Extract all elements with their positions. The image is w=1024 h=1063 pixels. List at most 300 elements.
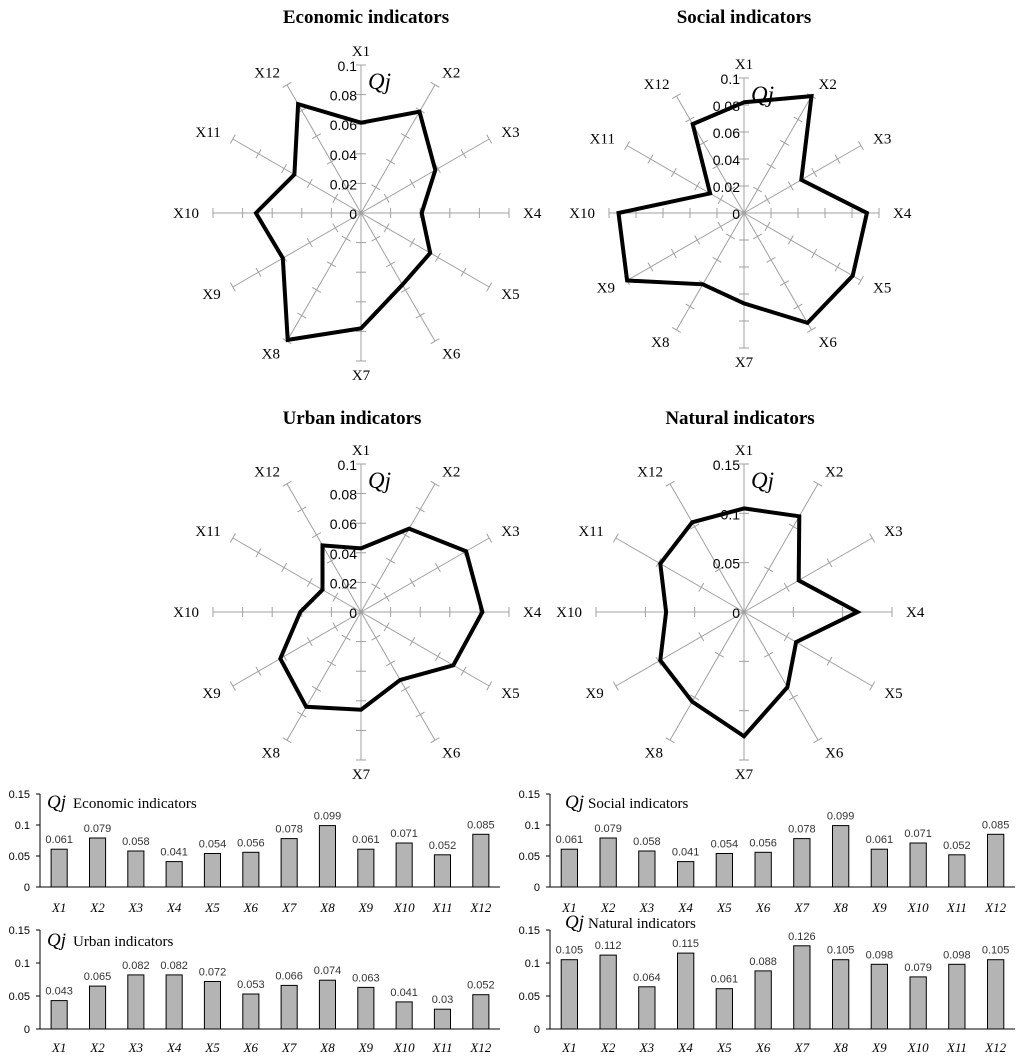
- radar-tick-mark: [327, 661, 336, 666]
- radar-tick-mark: [333, 194, 338, 203]
- bar: [358, 987, 374, 1029]
- bar-category-label: X3: [128, 900, 144, 915]
- bar-value-label: 0.053: [237, 979, 265, 992]
- bar-category-label: X3: [639, 900, 655, 915]
- radar-tick-mark: [870, 534, 875, 543]
- bar: [910, 843, 926, 887]
- radar-spoke: [287, 213, 361, 341]
- bar: [90, 838, 106, 887]
- bar-value-label: 0.112: [594, 940, 622, 953]
- bar: [319, 826, 335, 887]
- radar-tick-mark: [384, 593, 389, 602]
- radar-axis-label: X1: [351, 44, 371, 60]
- radar-tick-mark: [386, 558, 395, 563]
- radar-tick-mark: [648, 155, 653, 164]
- radar-tick-label: 0: [732, 206, 740, 222]
- radar-tick-mark: [487, 135, 492, 144]
- bar-value-label: 0.099: [313, 810, 342, 823]
- bar-category-label: X8: [833, 900, 848, 915]
- radar-tick-label: 0.08: [329, 486, 357, 503]
- radar-tick-mark: [256, 548, 261, 557]
- radar-tick-mark: [230, 682, 235, 691]
- bar-y-tick-label: 0: [23, 1024, 30, 1036]
- bar-chart-4: [519, 912, 1015, 1055]
- radar-tick-mark: [431, 82, 440, 87]
- bar-value-label: 0.041: [160, 846, 188, 859]
- radar-axis-label: X7: [351, 767, 371, 783]
- bar-category-label: X2: [90, 900, 105, 915]
- radar-tick-mark: [487, 682, 492, 691]
- bar-value-label: 0.058: [122, 836, 150, 849]
- radar-tick-mark: [699, 583, 704, 592]
- bar-chart-3: [9, 925, 500, 1055]
- bar-value-label: 0.126: [788, 930, 816, 943]
- radar-axis-label: X6: [825, 745, 844, 762]
- radar-tick-mark: [410, 578, 415, 587]
- radar-axis-label: X11: [195, 125, 221, 141]
- radar-spoke: [744, 213, 861, 281]
- radar-tick-mark: [753, 234, 762, 239]
- bar-category-label: X9: [358, 1040, 374, 1055]
- radar-tick-mark: [307, 637, 312, 646]
- bar: [434, 855, 450, 887]
- radar-spoke: [627, 213, 744, 281]
- radar-tick-mark: [333, 622, 338, 631]
- radar-axis-label: X10: [569, 206, 595, 222]
- bar: [600, 838, 616, 887]
- bar: [319, 980, 335, 1029]
- bar: [434, 1009, 450, 1029]
- bar: [281, 985, 297, 1029]
- radar-tick-mark: [401, 134, 410, 139]
- bar: [473, 995, 489, 1029]
- radar-tick-mark: [835, 263, 840, 272]
- bar-category-label: X1: [562, 900, 577, 915]
- bar-title: Natural indicators: [588, 916, 696, 932]
- bar-y-tick-label: 0.15: [8, 925, 30, 937]
- bar-value-label: 0.105: [555, 944, 584, 957]
- radar-tick-mark: [307, 179, 312, 188]
- radar-tick-mark: [718, 222, 723, 231]
- radar-tick-mark: [384, 223, 389, 232]
- radar-axis-label: X6: [442, 745, 461, 762]
- radar-tick-mark: [870, 682, 875, 691]
- radar-axis-label: X7: [734, 355, 754, 371]
- bar-q-label: Qj: [565, 792, 584, 813]
- bar: [90, 986, 106, 1029]
- radar-axis-label: X3: [501, 524, 520, 540]
- bar-category-label: X3: [128, 1040, 144, 1055]
- radar-spoke: [361, 484, 435, 612]
- bar-value-label: 0.058: [633, 836, 661, 849]
- radar-tick-label: 0.02: [329, 575, 357, 592]
- bar-value-label: 0.105: [981, 944, 1010, 957]
- bar-category-label: X12: [985, 900, 1007, 915]
- radar-tick-mark: [386, 262, 395, 267]
- radar-axis-label: X2: [818, 76, 837, 93]
- radar-spoke: [287, 612, 361, 740]
- radar-tick-mark: [312, 134, 321, 139]
- bar: [871, 849, 887, 887]
- radar-axis-label: X7: [351, 368, 371, 384]
- radar-axis-label: X3: [873, 131, 892, 148]
- radar-spoke: [677, 213, 745, 330]
- bar-category-label: X1: [51, 900, 67, 915]
- radar-axis-label: X6: [818, 335, 837, 352]
- bar-y-tick-label: 0.15: [518, 925, 540, 937]
- radar-axis-label: X9: [596, 280, 615, 297]
- radar-tick-mark: [297, 313, 306, 318]
- bar-y-tick-label: 0.1: [524, 958, 540, 970]
- radar-tick-mark: [283, 82, 292, 87]
- radar-spoke: [744, 612, 872, 686]
- bar-value-label: 0.071: [390, 827, 418, 840]
- radar-tick-mark: [812, 168, 817, 177]
- bar: [639, 987, 655, 1029]
- radar-tick-mark: [401, 686, 410, 691]
- bar-value-label: 0.085: [981, 819, 1010, 832]
- bar-value-label: 0.052: [943, 839, 971, 852]
- radar-tick-mark: [435, 563, 440, 572]
- bar-category-label: X1: [51, 1040, 67, 1055]
- radar-tick-label: 0.06: [329, 516, 357, 533]
- radar-tick-mark: [718, 195, 723, 204]
- radar-axis-label: X11: [589, 131, 615, 148]
- radar-tick-mark: [461, 149, 466, 158]
- radar-axis-label: X8: [261, 745, 280, 762]
- bar-category-label: X7: [281, 1040, 297, 1055]
- bar: [204, 982, 220, 1030]
- radar-axis-label: X1: [351, 443, 371, 459]
- bar: [833, 826, 849, 887]
- radar-tick-label: 0.06: [712, 125, 740, 141]
- bar: [281, 839, 297, 887]
- radar-tick-mark: [765, 195, 770, 204]
- radar-tick-label: 0.02: [329, 176, 357, 193]
- radar-tick-mark: [625, 141, 630, 150]
- radar-tick-mark: [371, 584, 380, 589]
- bar-value-label: 0.043: [45, 985, 73, 998]
- bar-value-label: 0.079: [904, 961, 932, 974]
- radar-tick-mark: [312, 287, 321, 292]
- bar-y-tick-label: 0.15: [518, 789, 540, 801]
- radar-tick-mark: [753, 187, 762, 192]
- bar-category-label: X11: [432, 900, 453, 915]
- bar-y-tick-label: 0.05: [8, 851, 30, 863]
- radar-tick-mark: [416, 712, 425, 717]
- radar-tick-mark: [807, 327, 816, 332]
- bar-value-label: 0.065: [83, 971, 112, 984]
- bar: [473, 834, 489, 887]
- radar-title: Natural indicators: [665, 408, 815, 429]
- bar: [561, 960, 577, 1029]
- radar-chart-4: [556, 408, 925, 783]
- bar-value-label: 0.054: [710, 838, 739, 851]
- bar-chart-2: [519, 789, 1015, 915]
- radar-tick-mark: [431, 738, 440, 743]
- radar-tick-mark: [835, 155, 840, 164]
- radar-tick-mark: [230, 135, 235, 144]
- radar-tick-mark: [765, 222, 770, 231]
- radar-series-line: [280, 529, 482, 710]
- radar-tick-mark: [230, 534, 235, 543]
- bar-value-label: 0.082: [122, 959, 150, 972]
- radar-tick-mark: [256, 149, 261, 158]
- radar-axis-label: X10: [173, 605, 199, 621]
- radar-axis-label: X10: [556, 605, 582, 621]
- bar-category-label: X5: [205, 900, 220, 915]
- bar-category-label: X5: [205, 1040, 220, 1055]
- radar-tick-mark: [686, 304, 695, 309]
- radar-spoke: [744, 538, 872, 612]
- bar: [755, 852, 771, 887]
- radar-tick-mark: [789, 524, 798, 529]
- bar-value-label: 0.098: [865, 949, 894, 962]
- bar: [51, 849, 67, 887]
- radar-axis-label: X12: [637, 464, 663, 481]
- radar-series-line: [660, 508, 857, 736]
- radar-spoke: [670, 612, 744, 740]
- radar-q-label: Qj: [751, 468, 774, 493]
- radar-tick-mark: [371, 236, 380, 241]
- bar: [358, 849, 374, 887]
- radar-tick-label: 0: [732, 605, 740, 621]
- bar-title: Urban indicators: [73, 934, 174, 950]
- bar-y-tick-label: 0.05: [8, 991, 30, 1003]
- radar-tick-mark: [780, 140, 789, 145]
- bar-value-label: 0.066: [275, 970, 303, 983]
- bar: [51, 1001, 67, 1029]
- radar-tick-mark: [695, 236, 700, 245]
- radar-tick-mark: [780, 281, 789, 286]
- bar-value-label: 0.061: [352, 834, 380, 847]
- radar-tick-mark: [371, 635, 380, 640]
- radar-chart-3: [173, 408, 542, 783]
- radar-tick-mark: [686, 117, 695, 122]
- radar-tick-mark: [333, 223, 338, 232]
- radar-tick-mark: [788, 182, 793, 191]
- bar-value-label: 0.056: [749, 837, 777, 850]
- radar-axis-label: X4: [893, 206, 912, 222]
- bar-value-label: 0.03: [431, 994, 454, 1007]
- radar-spoke: [616, 612, 744, 686]
- radar-axis-label: X2: [825, 464, 844, 481]
- radar-tick-mark: [487, 534, 492, 543]
- radar-tick-label: 0: [349, 206, 357, 222]
- bar-category-label: X2: [600, 900, 616, 915]
- bar-category-label: X10: [907, 900, 929, 915]
- radar-axis-label: X4: [906, 605, 925, 621]
- radar-tick-label: 0.1: [720, 506, 740, 523]
- radar-axis-label: X7: [734, 767, 754, 783]
- radar-tick-mark: [794, 117, 803, 122]
- radar-axis-label: X1: [734, 443, 754, 459]
- bar-value-label: 0.063: [352, 972, 380, 985]
- radar-tick-mark: [784, 632, 789, 641]
- radar-axis-label: X4: [523, 206, 542, 222]
- radar-title: Economic indicators: [282, 7, 450, 28]
- bar: [639, 851, 655, 887]
- radar-tick-mark: [671, 168, 676, 177]
- bar-category-label: X3: [639, 1040, 655, 1055]
- radar-tick-mark: [401, 287, 410, 292]
- radar-axis-label: X5: [501, 686, 520, 702]
- radar-axis-label: X10: [173, 206, 199, 222]
- radar-tick-mark: [342, 236, 351, 241]
- bar-category-label: X8: [320, 900, 335, 915]
- radar-q-label: Qj: [751, 82, 774, 107]
- bar: [166, 862, 182, 887]
- radar-tick-label: 0.06: [329, 117, 357, 134]
- bar-category-label: X7: [794, 900, 810, 915]
- bar-value-label: 0.061: [45, 834, 73, 847]
- bar-y-tick-label: 0: [533, 882, 540, 894]
- radar-tick-mark: [435, 652, 440, 661]
- bar: [561, 849, 577, 887]
- radar-axis-label: X12: [643, 76, 670, 93]
- radar-axis-label: X12: [254, 65, 280, 82]
- radar-tick-label: 0.04: [329, 146, 357, 163]
- bar-value-label: 0.056: [237, 837, 265, 850]
- bar: [128, 851, 144, 887]
- radar-tick-label: 0.08: [329, 87, 357, 104]
- radar-tick-mark: [431, 481, 440, 486]
- radar-tick-mark: [613, 534, 618, 543]
- radar-tick-mark: [431, 339, 440, 344]
- radar-tick-mark: [764, 567, 773, 572]
- bar: [833, 960, 849, 1029]
- bar: [949, 964, 965, 1029]
- bar: [243, 852, 259, 887]
- radar-tick-mark: [767, 257, 776, 262]
- radar-spoke: [616, 538, 744, 612]
- bar-category-label: X11: [946, 1040, 967, 1055]
- bar: [871, 964, 887, 1029]
- radar-tick-mark: [230, 283, 235, 292]
- radar-tick-mark: [384, 622, 389, 631]
- bar-value-label: 0.079: [83, 823, 112, 836]
- bar-value-label: 0.088: [749, 955, 777, 968]
- radar-tick-mark: [256, 268, 261, 277]
- radar-tick-mark: [386, 661, 395, 666]
- bar-category-label: X7: [281, 900, 297, 915]
- bar-title: Social indicators: [588, 796, 689, 812]
- bar-category-label: X12: [470, 900, 492, 915]
- radar-axis-label: X9: [202, 686, 221, 702]
- radar-tick-label: 0.04: [712, 152, 740, 168]
- radar-tick-mark: [648, 263, 653, 272]
- radar-axis-label: X8: [644, 745, 663, 762]
- radar-tick-mark: [814, 481, 823, 486]
- radar-tick-mark: [713, 257, 722, 262]
- bar-category-label: X5: [717, 1040, 732, 1055]
- bar-category-label: X8: [320, 1040, 335, 1055]
- radar-spoke: [361, 85, 435, 213]
- radar-axis-label: X2: [442, 65, 461, 82]
- bar-value-label: 0.082: [160, 959, 188, 972]
- radar-tick-mark: [487, 283, 492, 292]
- bar-category-label: X10: [393, 1040, 415, 1055]
- radar-tick-mark: [671, 249, 676, 258]
- bar-y-tick-label: 0: [533, 1024, 540, 1036]
- bar: [988, 834, 1004, 887]
- radar-chart-2: [569, 7, 912, 371]
- bar-value-label: 0.052: [467, 979, 495, 992]
- bar-q-label: Qj: [565, 912, 584, 933]
- bar: [910, 977, 926, 1029]
- radar-axis-label: X8: [261, 346, 280, 363]
- bar-category-label: X1: [562, 1040, 577, 1055]
- radar-axis-label: X9: [585, 686, 604, 702]
- radar-tick-mark: [789, 695, 798, 700]
- radar-axis-label: X5: [873, 280, 892, 297]
- radar-tick-label: 0.04: [329, 545, 357, 562]
- radar-tick-mark: [827, 657, 832, 666]
- bar-value-label: 0.098: [943, 949, 971, 962]
- radar-tick-mark: [613, 682, 618, 691]
- bar-y-tick-label: 0.1: [524, 820, 540, 832]
- radar-axis-label: X3: [884, 524, 903, 540]
- bar-value-label: 0.105: [826, 944, 855, 957]
- bar-q-label: Qj: [47, 930, 66, 951]
- radar-tick-mark: [672, 94, 681, 99]
- radar-spoke: [670, 484, 744, 612]
- bar-y-tick-label: 0: [23, 882, 30, 894]
- bar-value-label: 0.041: [390, 986, 418, 999]
- bar-value-label: 0.085: [467, 819, 495, 832]
- bar-category-label: X6: [755, 1040, 771, 1055]
- bar: [678, 953, 694, 1029]
- radar-tick-mark: [784, 583, 789, 592]
- radar-tick-mark: [342, 635, 351, 640]
- radar-series-line: [619, 96, 867, 323]
- radar-tick-label: 0.15: [712, 457, 740, 473]
- bar-category-label: X4: [678, 1040, 693, 1055]
- bar: [716, 989, 732, 1029]
- radar-tick-label: 0.1: [337, 58, 357, 74]
- radar-chart-1: [173, 7, 542, 384]
- radar-tick-mark: [312, 533, 321, 538]
- bar-value-label: 0.064: [633, 971, 661, 984]
- bar-value-label: 0.071: [904, 827, 932, 840]
- bar: [396, 843, 412, 887]
- radar-tick-mark: [410, 179, 415, 188]
- radar-tick-mark: [384, 194, 389, 203]
- bar-category-label: X2: [90, 1040, 105, 1055]
- bar-category-label: X10: [393, 900, 415, 915]
- bar: [166, 975, 182, 1029]
- bar-value-label: 0.061: [555, 834, 584, 847]
- bar-category-label: X4: [678, 900, 693, 915]
- bar-value-label: 0.052: [428, 839, 457, 852]
- radar-tick-mark: [371, 185, 380, 190]
- radar-spoke: [233, 213, 361, 287]
- radar-tick-label: 0: [349, 605, 357, 621]
- radar-axis-label: X1: [734, 57, 754, 73]
- bar-y-tick-label: 0.15: [8, 789, 30, 801]
- radar-axis-label: X5: [884, 686, 903, 702]
- bar-category-label: X5: [717, 900, 732, 915]
- bar-y-tick-label: 0.05: [518, 851, 540, 863]
- bar-value-label: 0.061: [710, 973, 739, 986]
- radar-tick-mark: [416, 507, 425, 512]
- bar: [794, 839, 810, 887]
- radar-spoke: [361, 538, 489, 612]
- bar-category-label: X10: [907, 1040, 929, 1055]
- radar-tick-mark: [666, 481, 675, 486]
- bar-category-label: X6: [755, 900, 771, 915]
- bar: [243, 994, 259, 1029]
